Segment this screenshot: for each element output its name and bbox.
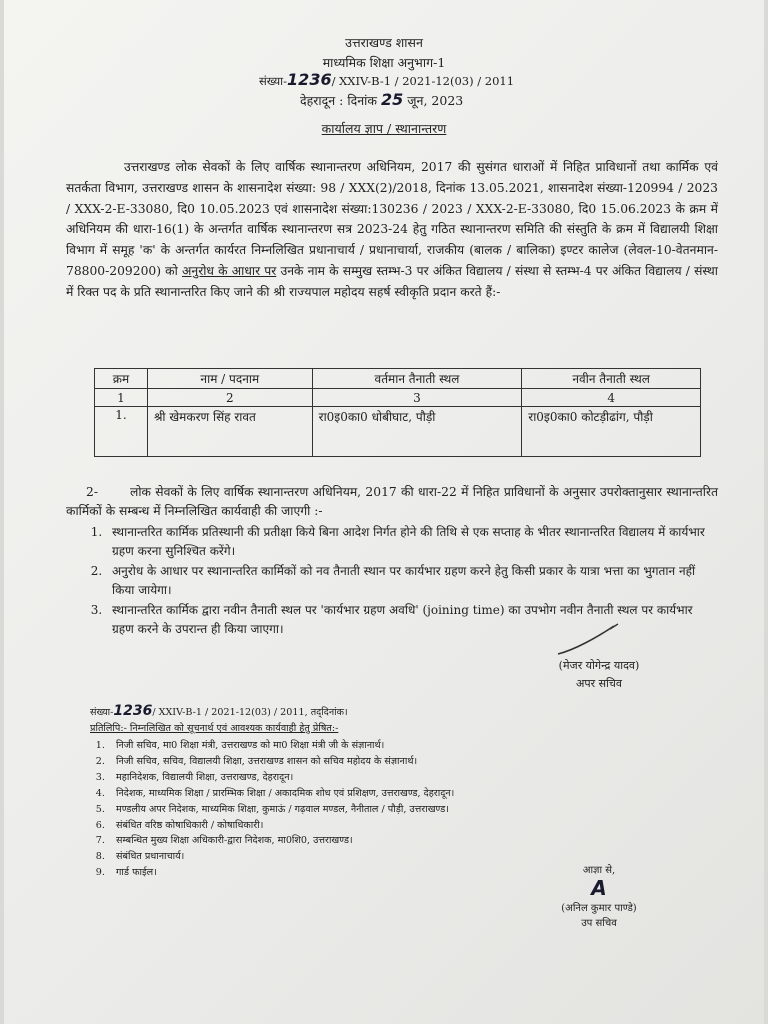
distribution-list (54, 738, 748, 881)
paragraph-2-number: 2- (86, 485, 98, 499)
signatory-2-designation: उप सचिव (581, 918, 617, 929)
list-item: 4. निदेशक, माध्यमिक शिक्षा / प्रारम्भिक शिक्षा / अकादमिक शोध एवं प्रशिक्षण, उत्तराखण्ड, देहरादून। (108, 786, 748, 802)
list-item: 1. निजी सचिव, मा0 शिक्षा मंत्री, उत्तराखण्ड को मा0 शिक्षा मंत्री जी के संज्ञानार्थ। (108, 738, 748, 754)
list-item: 8. संबंधित प्रधानाचार्य। (108, 849, 748, 865)
body-paragraph-1 (66, 157, 718, 303)
table-column-number-row (95, 389, 701, 407)
list-item: 5. मण्डलीय अपर निदेशक, माध्यमिक शिक्षा, कुमाऊं / गढ़वाल मण्डल, नैनीताल / पौड़ी, उत्तराखण्ड। (108, 802, 748, 818)
signatory-1-designation: अपर सचिव (575, 677, 623, 690)
signatory-2-name: (अनिल कुमार पाण्डे) (561, 903, 637, 914)
government-title: उत्तराखण्ड शासन (345, 35, 423, 50)
section-title: माध्यमिक शिक्षा अनुभाग-1 (322, 55, 446, 70)
document-page (4, 0, 764, 1024)
column-number-cell: 3 (312, 389, 522, 407)
transfer-table (94, 368, 701, 457)
date-prefix: देहरादून : दिनांक (300, 93, 378, 108)
list-item: 2. निजी सचिव, सचिव, विद्यालयी शिक्षा, उत्तराखण्ड शासन को सचिव महोदय के संज्ञानार्थ। (108, 754, 748, 770)
date-line (300, 90, 463, 109)
copy-heading: प्रतिलिपि:- निम्नलिखित को सूचनार्थ एवं आवश्यक कार्यवाही हेतु प्रेषित:- (90, 723, 339, 734)
table-header-cell: क्रम (95, 369, 148, 389)
signature-mark-1 (552, 620, 642, 660)
copy-reference-suffix: / XXIV-B-1 / 2021-12(03) / 2011, तद्‌दिनांक। (152, 707, 348, 718)
reference-prefix: संख्या- (259, 74, 288, 88)
body-paragraph-2 (66, 483, 718, 641)
subject-line (4, 120, 764, 137)
paragraph-1-underlined: अनुरोध के आधार पर (181, 263, 277, 278)
copy-reference-prefix: संख्या- (90, 707, 114, 718)
reference-suffix: / XXIV-B-1 / 2021-12(03) / 2011 (331, 74, 515, 88)
copy-reference-line (90, 703, 348, 719)
paragraph-2-text: लोक सेवकों के लिए वार्षिक स्थानान्तरण अधिनियम, 2017 की धारा-22 में निहित प्राविधानों के अनुसार उपरोक्तानुसार स्थानान्तरित कार्मिकों के सम्बन्ध में निम्नलिखित कार्यवाही की जाएगी :- (66, 485, 718, 518)
order-text: आज्ञा से, (582, 865, 616, 876)
handwritten-date-day: 25 (381, 90, 404, 109)
list-item: 2. अनुरोध के आधार पर स्थानान्तरित कार्मिकों को नव तैनाती स्थान पर कार्यभार ग्रहण करने हेतु किसी प्रकार के यात्रा भत्ता का भुगतान नहीं किया जायेगा। (106, 562, 718, 599)
column-number-cell: 2 (147, 389, 312, 407)
table-cell: रा0इ0का0 कोटड़ीढांग, पौड़ी (522, 407, 701, 457)
list-item: 6. संबंधित वरिष्ठ कोषाधिकारी / कोषाधिकारी। (108, 818, 748, 834)
table-header-cell: वर्तमान तैनाती स्थल (312, 369, 522, 389)
table-row (95, 407, 701, 457)
handwritten-initial: A (591, 876, 607, 900)
table-cell: श्री खेमकरण सिंह रावत (147, 407, 312, 457)
list-item: 1. स्थानान्तरित कार्मिक प्रतिस्थानी की प्रतीक्षा किये बिना आदेश निर्गत होने की तिथि से एक सप्ताह के भीतर स्थानान्तरित विद्यालय में कार्यभार ग्रहण करना सुनिश्चित करेंगे। (106, 523, 718, 560)
handwritten-copy-number: 1236 (113, 703, 153, 719)
handwritten-reference-number: 1236 (287, 70, 332, 89)
table-header-cell: नवीन तैनाती स्थल (522, 369, 701, 389)
table-cell: रा0इ0का0 धोबीघाट, पौड़ी (312, 407, 522, 457)
list-item: 3. महानिदेशक, विद्यालयी शिक्षा, उत्तराखण्ड, देहरादून। (108, 770, 748, 786)
list-item: 9. गार्ड फाईल। (108, 865, 748, 881)
paragraph-1-part-1: उत्तराखण्ड लोक सेवकों के लिए वार्षिक स्थानान्तरण अधिनियम, 2017 की सुसंगत धाराओं में निहित प्राविधानों तथा कार्मिक एवं सतर्कता विभाग, उत्तराखण्ड शासन के शासनादेश संख्या: 98 / XXX(2)/2018, दिनांक 13.05.2021, शासनादेश संख्या-120994 / 2023 / XXX-2-E-33080, दि0 10.05.2023 एवं शासनादेश संख्या:130236 / 2023 / XXX-2-E-33080, दि0 15.06.2023 के क्रम में अधिनियम की धारा-16(1) के अन्तर्गत वार्षिक स्थानान्तरण सत्र 2023-24 हेतु गठित स्थानान्तरण समिति की संस्तुति के क्रम में विद्यालयी शिक्षा विभाग में समूह 'क' के अन्तर्गत कार्यरत निम्नलिखित प्रधानाचार्य / प्रधानाचार्या, राजकीय (बालक / बालिका) इण्टर कालेज (लेवल-10-वेतनमान- 78800-209200) को (66, 160, 718, 278)
paragraph-1-part-2: उनके नाम के सम्मुख स्तम्भ-3 पर अंकित विद्यालय / संस्था से स्तम्भ-4 पर अंकित विद्यालय / संस्था में रिक्त पद के प्रति स्थानान्तरित किए जाने की श्री राज्यपाल महोदय सहर्ष स्वीकृति प्रदान करते हैं:- (66, 263, 718, 299)
list-item: 7. सम्बन्धित मुख्य शिक्षा अधिकारी-द्वारा निदेशक, मा0शि0, उत्तराखण्ड। (108, 833, 748, 849)
column-number-cell: 1 (95, 389, 148, 407)
table-header-row (95, 369, 701, 389)
date-suffix: जून, 2023 (407, 93, 464, 108)
subject-text: कार्यालय ज्ञाप / स्थानान्तरण (321, 121, 447, 136)
signatory-1-name: (मेजर योगेन्द्र यादव) (558, 659, 640, 672)
paragraph-2-intro (66, 483, 718, 521)
table-cell: 1. (95, 407, 148, 457)
table-header-cell: नाम / पदनाम (147, 369, 312, 389)
column-number-cell: 4 (522, 389, 701, 407)
list-item: 3. स्थानान्तरित कार्मिक द्वारा नवीन तैनाती स्थल पर 'कार्यभार ग्रहण अवधि' (joining time) का उपभोग नवीन तैनाती स्थल पर कार्यभार ग्रहण करने के उपरान्त ही किया जाएगा। (106, 601, 718, 638)
reference-line (259, 70, 514, 89)
